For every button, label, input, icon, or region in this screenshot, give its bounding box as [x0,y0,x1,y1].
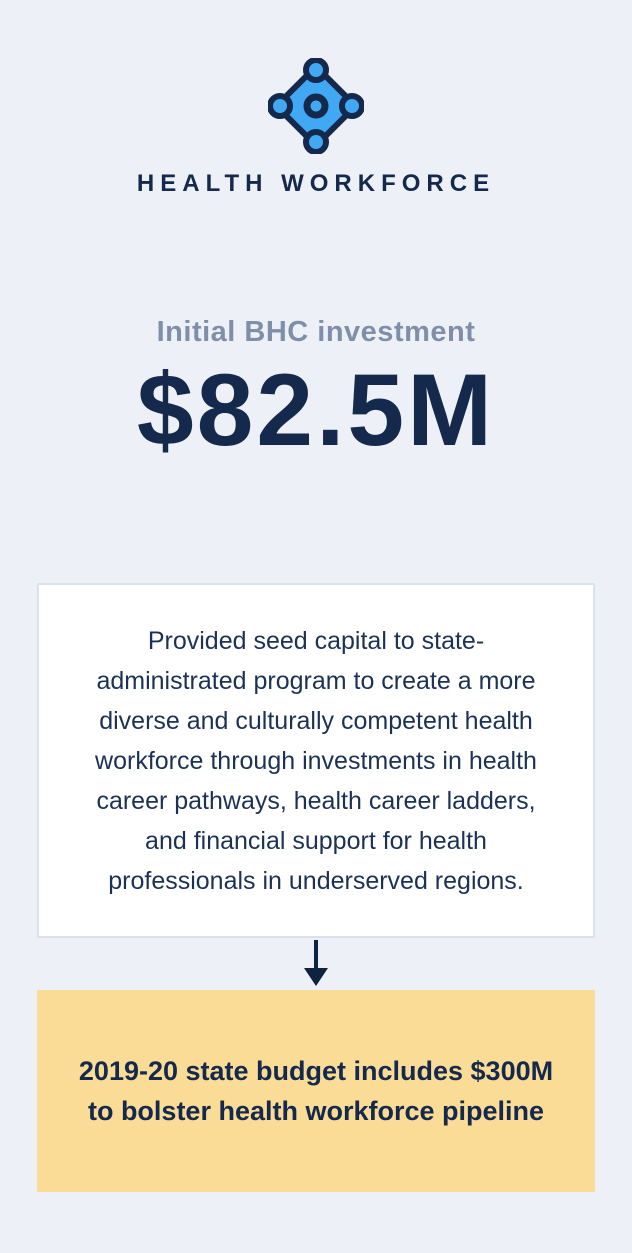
description-card [37,583,595,938]
page-title: HEALTH WORKFORCE [136,170,496,197]
health-network-icon [268,58,364,154]
description-text: Provided seed capital to state-administrated program to create a more diverse and culturally competent health workforce through investments in health career pathways, health career ladders, and financial support for health professionals in underserved regions. [95,626,537,895]
highlight-box [37,990,595,1192]
stat-label: Initial BHC investment [156,316,476,348]
highlight-text: 2019-20 state budget includes $300M to bolster health workforce pipeline [78,1056,554,1126]
down-arrow-icon [302,939,330,989]
stat-value: $82.5M [136,353,496,467]
